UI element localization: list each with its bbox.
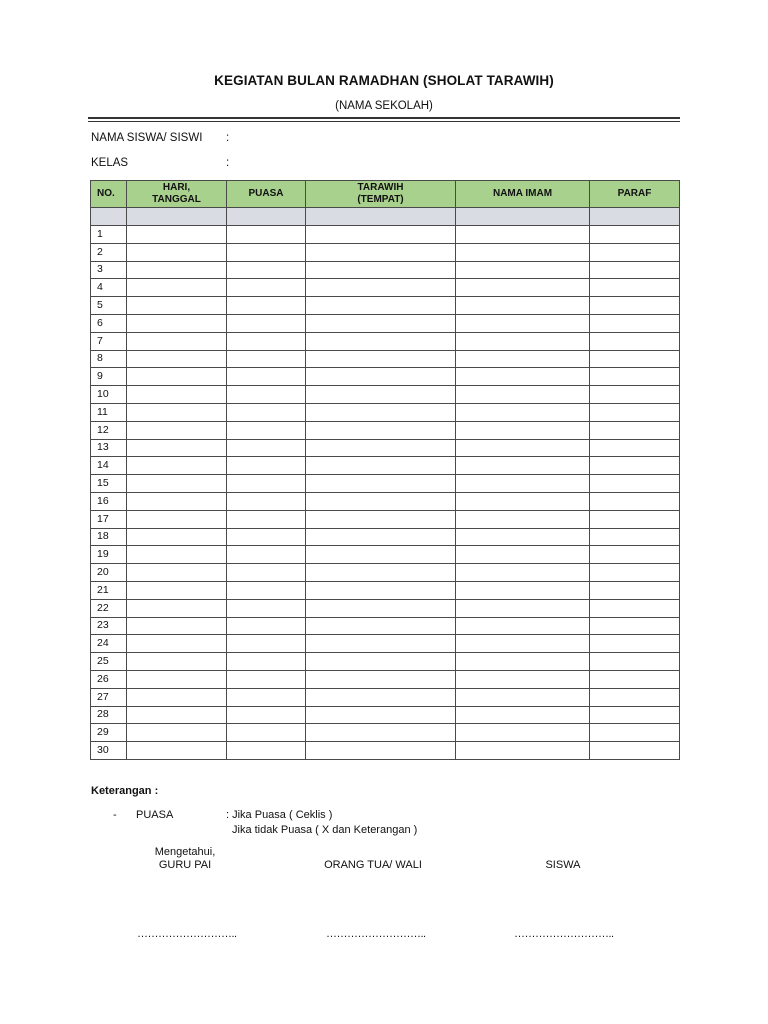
- table-row: [91, 670, 680, 688]
- empty-cell: [306, 635, 456, 653]
- row-number: 3: [91, 261, 127, 279]
- empty-cell: [127, 421, 227, 439]
- empty-cell: [127, 617, 227, 635]
- empty-cell: [456, 492, 590, 510]
- table-row: [91, 297, 680, 315]
- empty-cell: [590, 688, 680, 706]
- table-row: [91, 706, 680, 724]
- empty-cell: [456, 688, 590, 706]
- empty-cell: [456, 742, 590, 760]
- row-number: 17: [91, 510, 127, 528]
- row-number: 16: [91, 492, 127, 510]
- header-tarawih: [306, 181, 456, 208]
- empty-cell: [127, 243, 227, 261]
- table-body: [91, 208, 680, 760]
- empty-cell: [590, 261, 680, 279]
- empty-cell: [306, 599, 456, 617]
- table-row: [91, 581, 680, 599]
- student-name-label: NAMA SISWA/ SISWI: [91, 132, 203, 144]
- empty-cell: [306, 350, 456, 368]
- table-row: [91, 617, 680, 635]
- table-spacer-row: [91, 208, 680, 226]
- header-nama-imam: NAMA IMAM: [456, 181, 590, 208]
- row-number: 23: [91, 617, 127, 635]
- empty-cell: [306, 688, 456, 706]
- document-title: KEGIATAN BULAN RAMADHAN (SHOLAT TARAWIH): [214, 73, 554, 88]
- empty-cell: [127, 475, 227, 493]
- empty-cell: [127, 492, 227, 510]
- empty-cell: [127, 457, 227, 475]
- header-tanggal: TANGGAL: [152, 194, 201, 205]
- empty-cell: [590, 403, 680, 421]
- empty-cell: [590, 546, 680, 564]
- empty-cell: [590, 368, 680, 386]
- row-number: 6: [91, 314, 127, 332]
- table-row: [91, 279, 680, 297]
- empty-cell: [456, 581, 590, 599]
- empty-cell: [227, 439, 306, 457]
- empty-cell: [227, 475, 306, 493]
- row-number: 26: [91, 670, 127, 688]
- orang-tua-signature-line: ………………………..: [326, 928, 426, 940]
- mengetahui-label: Mengetahui,: [154, 846, 216, 858]
- empty-cell: [590, 475, 680, 493]
- empty-cell: [306, 403, 456, 421]
- school-name: (NAMA SEKOLAH): [335, 100, 433, 112]
- spacer-cell: [227, 208, 306, 226]
- keterangan-title: Keterangan :: [91, 785, 159, 797]
- row-number: 2: [91, 243, 127, 261]
- empty-cell: [456, 510, 590, 528]
- empty-cell: [306, 564, 456, 582]
- empty-cell: [127, 510, 227, 528]
- empty-cell: [590, 528, 680, 546]
- empty-cell: [227, 706, 306, 724]
- empty-cell: [590, 742, 680, 760]
- header-hari: HARI,: [162, 182, 191, 193]
- row-number: 1: [91, 226, 127, 244]
- empty-cell: [456, 635, 590, 653]
- row-number: 24: [91, 635, 127, 653]
- empty-cell: [590, 510, 680, 528]
- empty-cell: [227, 226, 306, 244]
- empty-cell: [306, 617, 456, 635]
- empty-cell: [456, 314, 590, 332]
- empty-cell: [127, 670, 227, 688]
- empty-cell: [127, 653, 227, 671]
- spacer-cell: [590, 208, 680, 226]
- empty-cell: [227, 581, 306, 599]
- empty-cell: [127, 635, 227, 653]
- empty-cell: [127, 439, 227, 457]
- empty-cell: [306, 724, 456, 742]
- empty-cell: [590, 670, 680, 688]
- empty-cell: [227, 564, 306, 582]
- table-row: [91, 635, 680, 653]
- empty-cell: [306, 475, 456, 493]
- table-row: [91, 653, 680, 671]
- empty-cell: [227, 528, 306, 546]
- row-number: 29: [91, 724, 127, 742]
- empty-cell: [127, 706, 227, 724]
- empty-cell: [227, 688, 306, 706]
- row-number: 28: [91, 706, 127, 724]
- empty-cell: [227, 617, 306, 635]
- empty-cell: [127, 314, 227, 332]
- empty-cell: [456, 599, 590, 617]
- row-number: 12: [91, 421, 127, 439]
- table-row: [91, 492, 680, 510]
- table-row: [91, 439, 680, 457]
- table-row: [91, 688, 680, 706]
- empty-cell: [127, 403, 227, 421]
- empty-cell: [227, 742, 306, 760]
- empty-cell: [590, 653, 680, 671]
- table-row: [91, 386, 680, 404]
- table-row: [91, 368, 680, 386]
- empty-cell: [590, 724, 680, 742]
- keterangan-puasa-label: PUASA: [136, 809, 174, 821]
- empty-cell: [456, 368, 590, 386]
- header-divider-thick: [88, 117, 680, 119]
- empty-cell: [127, 386, 227, 404]
- table-row: [91, 226, 680, 244]
- empty-cell: [127, 226, 227, 244]
- table-row: [91, 421, 680, 439]
- empty-cell: [227, 297, 306, 315]
- empty-cell: [590, 457, 680, 475]
- empty-cell: [127, 599, 227, 617]
- table-row: [91, 528, 680, 546]
- empty-cell: [590, 581, 680, 599]
- table-row: [91, 350, 680, 368]
- row-number: 20: [91, 564, 127, 582]
- empty-cell: [306, 332, 456, 350]
- empty-cell: [590, 706, 680, 724]
- table-row: [91, 332, 680, 350]
- empty-cell: [456, 724, 590, 742]
- orang-tua-label: ORANG TUA/ WALI: [324, 859, 422, 871]
- row-number: 7: [91, 332, 127, 350]
- empty-cell: [306, 439, 456, 457]
- empty-cell: [227, 332, 306, 350]
- keterangan-bullet: -: [113, 809, 117, 821]
- empty-cell: [227, 457, 306, 475]
- empty-cell: [590, 332, 680, 350]
- header-hari-tanggal: [127, 181, 227, 208]
- row-number: 27: [91, 688, 127, 706]
- row-number: 14: [91, 457, 127, 475]
- empty-cell: [456, 386, 590, 404]
- empty-cell: [590, 226, 680, 244]
- empty-cell: [456, 546, 590, 564]
- empty-cell: [127, 528, 227, 546]
- empty-cell: [456, 279, 590, 297]
- table-row: [91, 724, 680, 742]
- empty-cell: [227, 243, 306, 261]
- guru-pai-label: GURU PAI: [158, 859, 212, 871]
- empty-cell: [456, 475, 590, 493]
- row-number: 10: [91, 386, 127, 404]
- empty-cell: [306, 386, 456, 404]
- table-row: [91, 457, 680, 475]
- empty-cell: [127, 297, 227, 315]
- table-row: [91, 510, 680, 528]
- empty-cell: [127, 581, 227, 599]
- empty-cell: [590, 617, 680, 635]
- empty-cell: [227, 279, 306, 297]
- empty-cell: [590, 635, 680, 653]
- empty-cell: [590, 297, 680, 315]
- empty-cell: [227, 510, 306, 528]
- empty-cell: [306, 510, 456, 528]
- empty-cell: [456, 226, 590, 244]
- empty-cell: [456, 261, 590, 279]
- empty-cell: [227, 635, 306, 653]
- empty-cell: [590, 350, 680, 368]
- empty-cell: [456, 297, 590, 315]
- empty-cell: [227, 368, 306, 386]
- empty-cell: [456, 243, 590, 261]
- empty-cell: [590, 314, 680, 332]
- empty-cell: [306, 261, 456, 279]
- empty-cell: [590, 279, 680, 297]
- header-tarawih-title: TARAWIH: [357, 182, 404, 193]
- spacer-cell: [127, 208, 227, 226]
- row-number: 18: [91, 528, 127, 546]
- empty-cell: [227, 421, 306, 439]
- spacer-cell: [306, 208, 456, 226]
- row-number: 25: [91, 653, 127, 671]
- empty-cell: [306, 653, 456, 671]
- empty-cell: [456, 617, 590, 635]
- empty-cell: [127, 350, 227, 368]
- empty-cell: [127, 261, 227, 279]
- header-tarawih-place: (TEMPAT): [357, 194, 404, 205]
- siswa-label: SISWA: [545, 859, 581, 871]
- empty-cell: [590, 386, 680, 404]
- empty-cell: [306, 243, 456, 261]
- empty-cell: [306, 297, 456, 315]
- empty-cell: [456, 403, 590, 421]
- table-row: [91, 546, 680, 564]
- table-header-row: [91, 181, 680, 208]
- empty-cell: [590, 421, 680, 439]
- empty-cell: [127, 742, 227, 760]
- empty-cell: [227, 492, 306, 510]
- table-row: [91, 475, 680, 493]
- row-number: 22: [91, 599, 127, 617]
- empty-cell: [456, 653, 590, 671]
- empty-cell: [127, 368, 227, 386]
- empty-cell: [590, 492, 680, 510]
- table-row: [91, 742, 680, 760]
- table-row: [91, 243, 680, 261]
- spacer-cell: [91, 208, 127, 226]
- empty-cell: [306, 706, 456, 724]
- empty-cell: [306, 368, 456, 386]
- empty-cell: [227, 599, 306, 617]
- guru-signature-line: ………………………..: [137, 928, 237, 940]
- row-number: 13: [91, 439, 127, 457]
- empty-cell: [590, 599, 680, 617]
- empty-cell: [127, 724, 227, 742]
- empty-cell: [456, 706, 590, 724]
- empty-cell: [127, 546, 227, 564]
- keterangan-note-ceklis: : Jika Puasa ( Ceklis ): [226, 809, 333, 821]
- empty-cell: [306, 492, 456, 510]
- empty-cell: [227, 403, 306, 421]
- empty-cell: [306, 279, 456, 297]
- siswa-signature-line: ………………………..: [514, 928, 614, 940]
- row-number: 5: [91, 297, 127, 315]
- empty-cell: [306, 581, 456, 599]
- empty-cell: [306, 546, 456, 564]
- row-number: 9: [91, 368, 127, 386]
- empty-cell: [306, 226, 456, 244]
- table-row: [91, 599, 680, 617]
- empty-cell: [456, 350, 590, 368]
- empty-cell: [306, 457, 456, 475]
- empty-cell: [456, 439, 590, 457]
- empty-cell: [306, 528, 456, 546]
- header-puasa: PUASA: [227, 181, 306, 208]
- empty-cell: [227, 653, 306, 671]
- header-paraf: PARAF: [590, 181, 680, 208]
- empty-cell: [306, 742, 456, 760]
- row-number: 4: [91, 279, 127, 297]
- empty-cell: [456, 421, 590, 439]
- empty-cell: [306, 670, 456, 688]
- row-number: 8: [91, 350, 127, 368]
- empty-cell: [127, 279, 227, 297]
- empty-cell: [227, 314, 306, 332]
- empty-cell: [127, 332, 227, 350]
- row-number: 15: [91, 475, 127, 493]
- header-divider-thin: [88, 121, 680, 122]
- class-colon: :: [226, 157, 230, 169]
- row-number: 11: [91, 403, 127, 421]
- empty-cell: [456, 528, 590, 546]
- empty-cell: [127, 564, 227, 582]
- empty-cell: [456, 457, 590, 475]
- empty-cell: [227, 386, 306, 404]
- empty-cell: [456, 670, 590, 688]
- empty-cell: [227, 670, 306, 688]
- empty-cell: [227, 261, 306, 279]
- activity-table: [90, 180, 680, 760]
- row-number: 21: [91, 581, 127, 599]
- table-row: [91, 314, 680, 332]
- keterangan-note-x: Jika tidak Puasa ( X dan Keterangan ): [232, 824, 418, 836]
- empty-cell: [227, 546, 306, 564]
- empty-cell: [456, 564, 590, 582]
- empty-cell: [127, 688, 227, 706]
- spacer-cell: [456, 208, 590, 226]
- empty-cell: [590, 439, 680, 457]
- row-number: 30: [91, 742, 127, 760]
- row-number: 19: [91, 546, 127, 564]
- table-row: [91, 403, 680, 421]
- table-row: [91, 261, 680, 279]
- empty-cell: [456, 332, 590, 350]
- header-no: NO.: [91, 181, 127, 208]
- empty-cell: [306, 421, 456, 439]
- empty-cell: [227, 724, 306, 742]
- empty-cell: [590, 564, 680, 582]
- empty-cell: [590, 243, 680, 261]
- class-label: KELAS: [91, 157, 129, 169]
- table-row: [91, 564, 680, 582]
- empty-cell: [306, 314, 456, 332]
- empty-cell: [227, 350, 306, 368]
- student-name-colon: :: [226, 132, 230, 144]
